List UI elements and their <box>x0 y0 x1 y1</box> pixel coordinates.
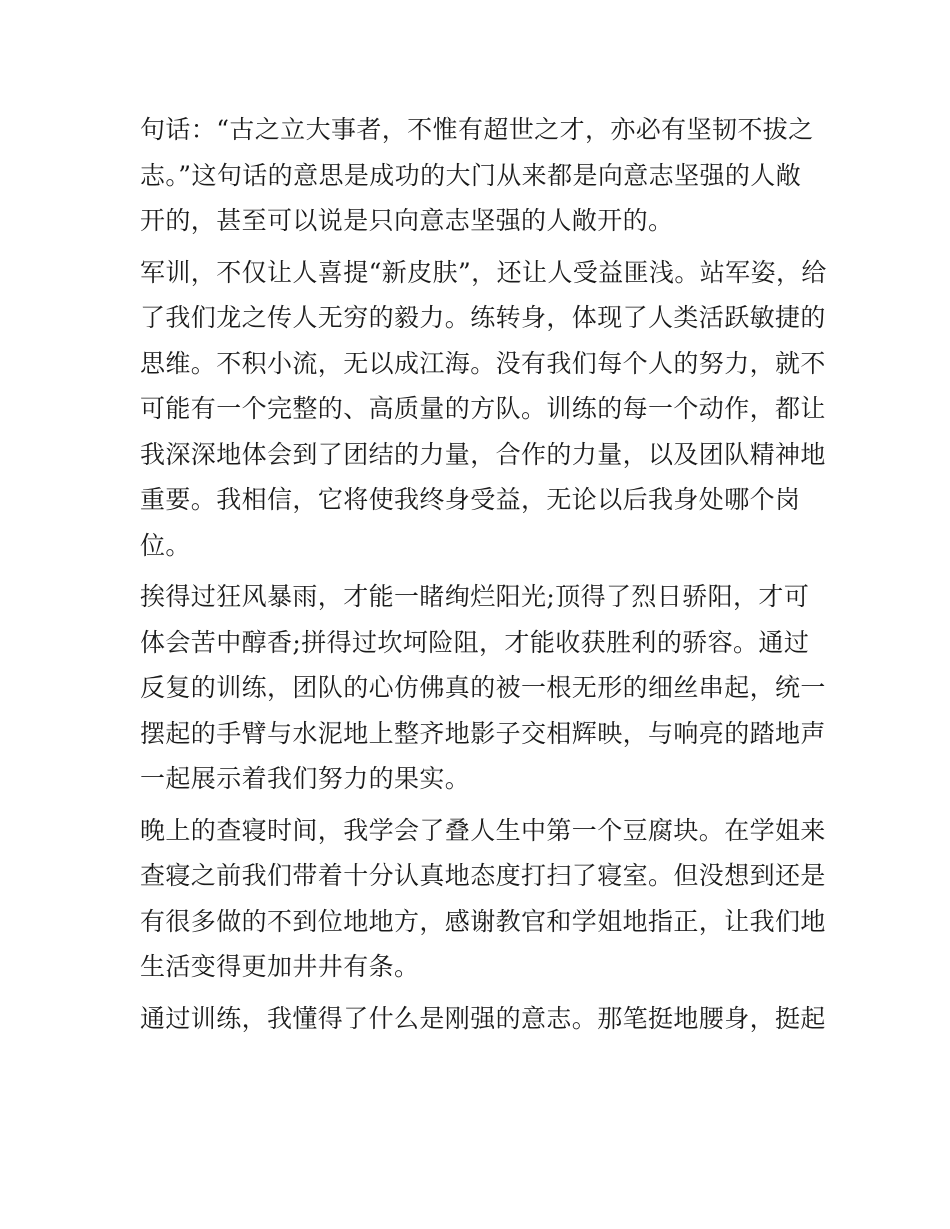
paragraph <box>140 250 827 569</box>
text-line: 思维。不积小流，无以成江海。没有我们每个人的努力，就不 <box>140 348 826 378</box>
paragraph <box>140 808 826 990</box>
text-line: 反复的训练，团队的心仿佛真的被一根无形的细丝串起，统一 <box>140 673 826 702</box>
paragraph <box>140 574 826 802</box>
text-line: 我深深地体会到了团结的力量，合作的力量，以及团队精神地 <box>140 439 826 469</box>
text-line: 了我们龙之传人无穷的毅力。练转身，体现了人类活跃敏捷的 <box>140 303 826 332</box>
text-line: 晚上的查寝时间，我学会了叠人生中第一个豆腐块。在学姐来 <box>140 815 826 845</box>
text-line: 句话：“古之立大事者，不惟有超世之才，亦必有坚韧不拔之 <box>140 115 814 144</box>
paragraph <box>140 107 812 244</box>
text-line: 有很多做的不到位地地方，感谢教官和学姐地指正，让我们地 <box>140 906 826 936</box>
paragraph <box>140 996 826 1042</box>
text-line: 军训，不仅让人喜提“新皮肤”，还让人受益匪浅。站军姿，给 <box>140 257 827 287</box>
text-line: 挨得过狂风暴雨，才能一睹绚烂阳光;顶得了烈日骄阳，才可 <box>140 582 810 611</box>
document-body <box>140 107 827 1041</box>
text-line: 查寝之前我们带着十分认真地态度打扫了寝室。但没想到还是 <box>140 861 826 890</box>
text-line: 开的，甚至可以说是只向意志坚强的人敞开的。 <box>140 206 674 235</box>
text-line: 重要。我相信，它将使我终身受益，无论以后我身处哪个岗 <box>140 485 801 514</box>
text-line: 一起展示着我们努力的果实。 <box>140 764 471 793</box>
text-line: 位。 <box>140 530 191 560</box>
text-line: 志。”这句话的意思是成功的大门从来都是向意志坚强的人敞 <box>140 160 802 190</box>
text-line: 摆起的手臂与水泥地上整齐地影子交相辉映，与响亮的踏地声 <box>140 718 826 748</box>
text-line: 生活变得更加井井有条。 <box>140 952 420 981</box>
text-line: 可能有一个完整的、高质量的方队。训练的每一个动作，都让 <box>140 394 826 423</box>
text-line: 体会苦中醇香;拼得过坎坷险阻，才能收获胜利的骄容。通过 <box>140 627 810 657</box>
text-line: 通过训练，我懂得了什么是刚强的意志。那笔挺地腰身，挺起 <box>140 1003 826 1033</box>
